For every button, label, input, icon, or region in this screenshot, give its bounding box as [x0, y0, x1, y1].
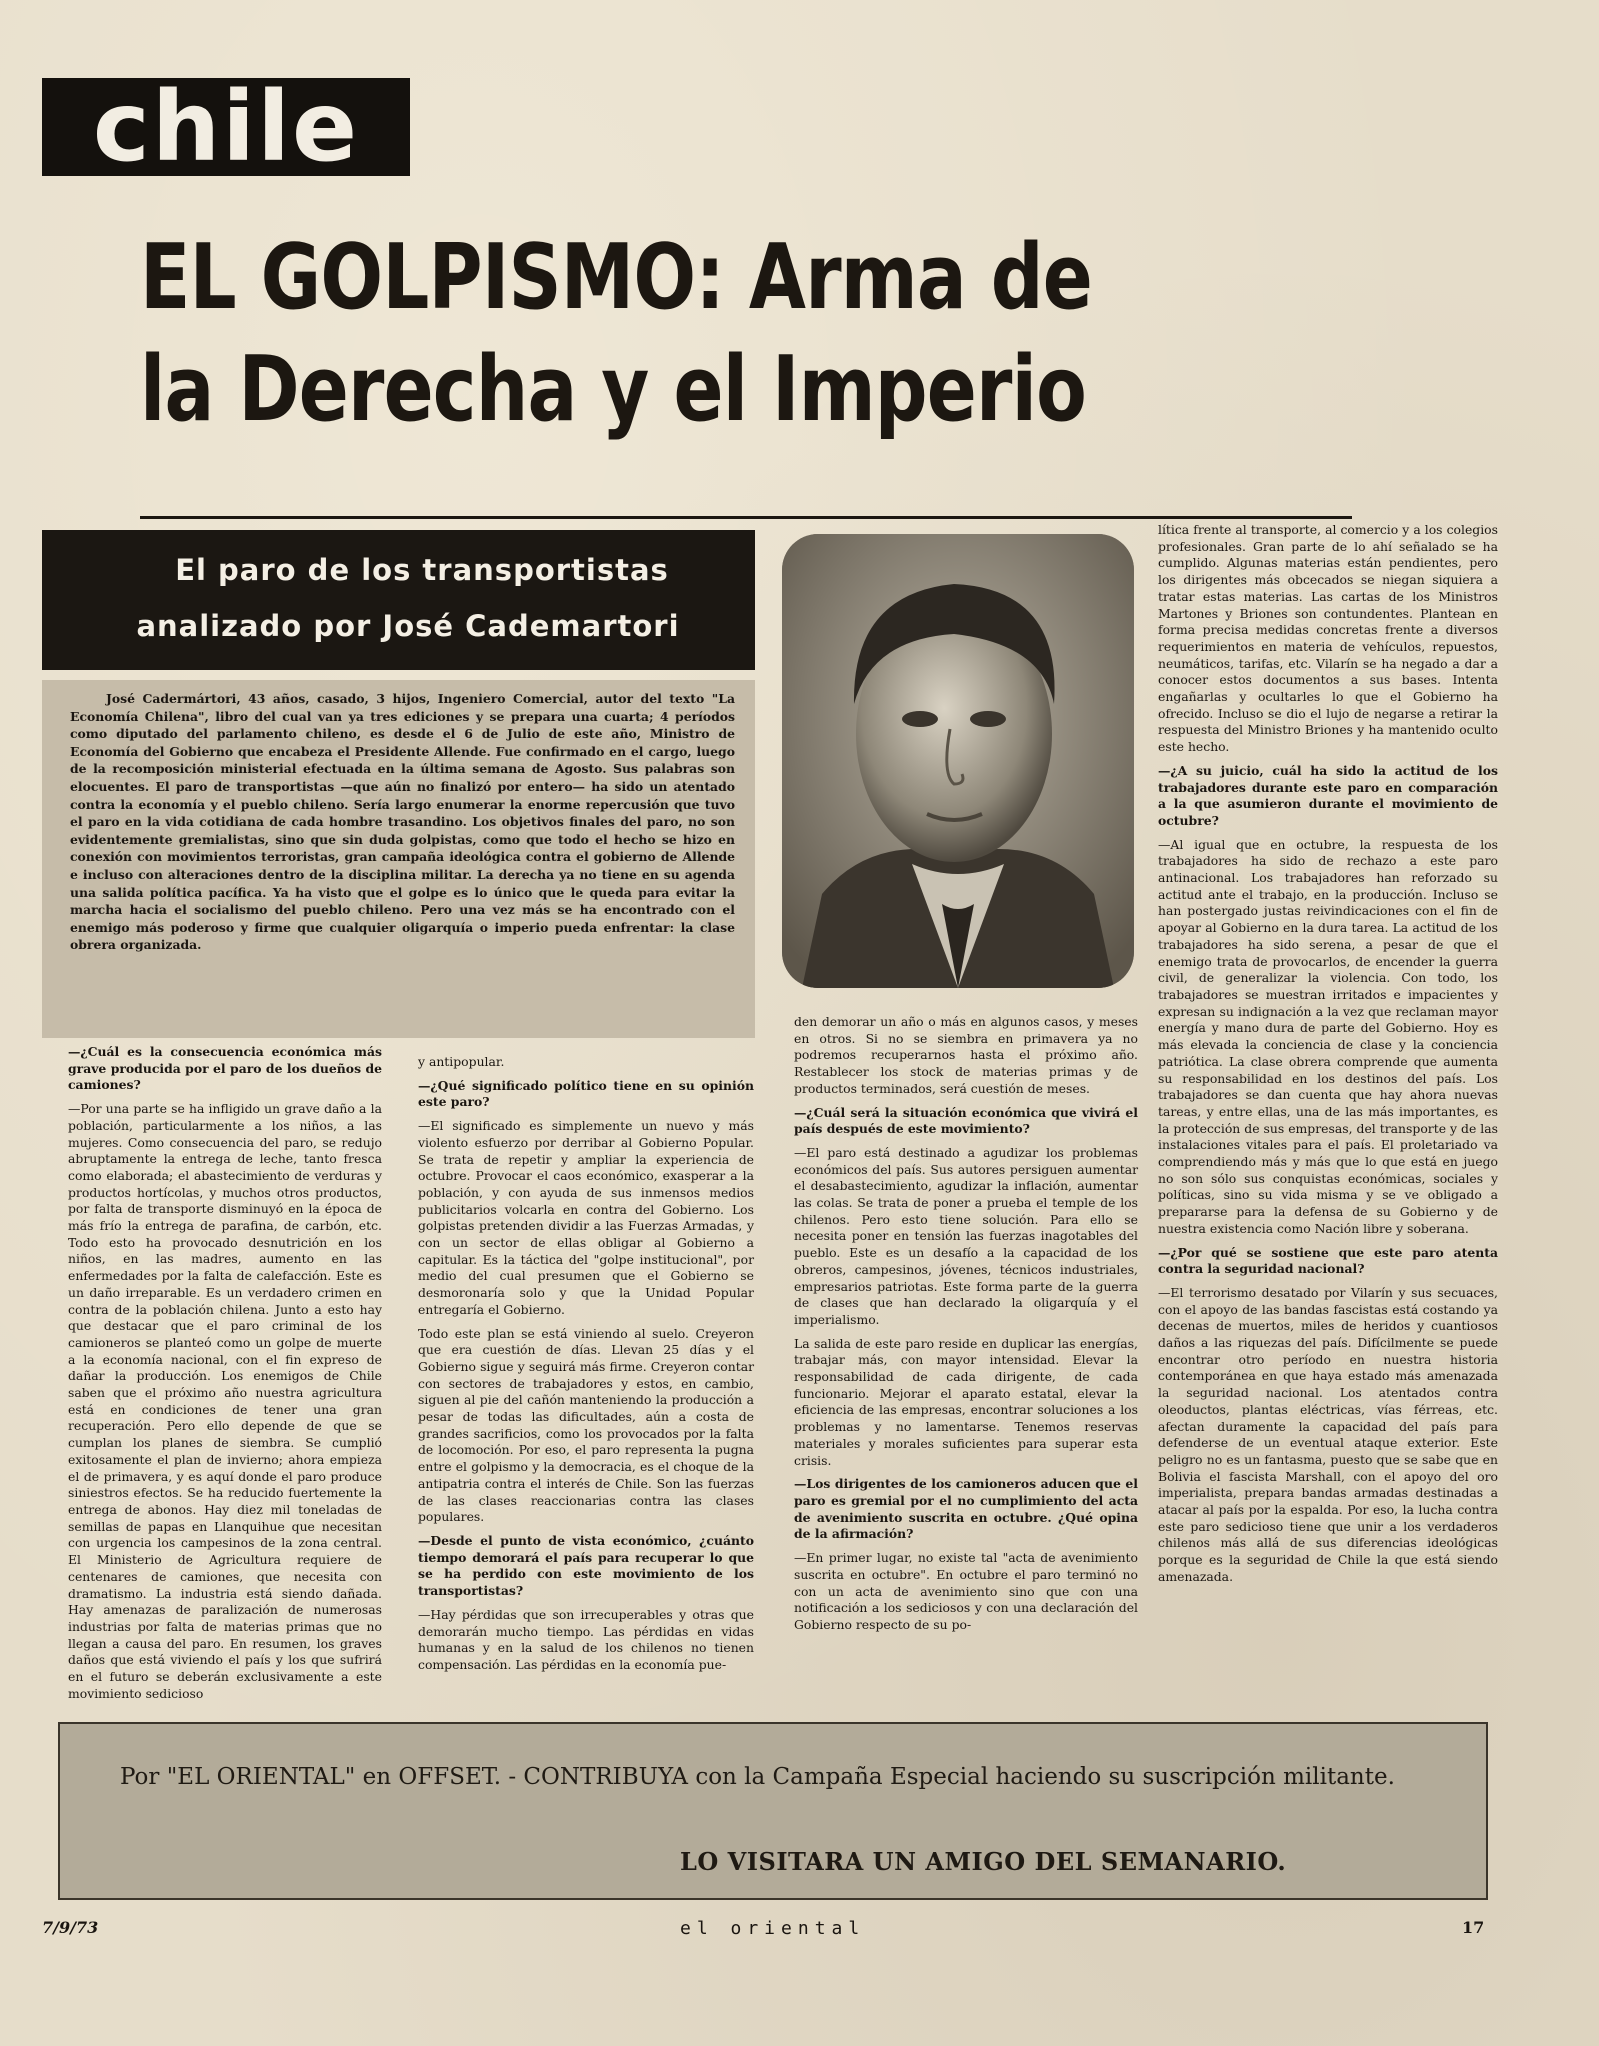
footer-date: 7/9/73	[42, 1918, 99, 1937]
footer-publication: el oriental	[680, 1918, 866, 1939]
subtitle-line-1: El paro de los transportistas	[175, 553, 669, 587]
column-3-continuation: den demorar un año o más en algunos casos, y meses en otros. Si no se siembra en primavera ya no podremos recuperarnos hasta el próximo año. Restablecer los stock de materias primas y de productos terminados, será cuestión de meses.	[794, 1014, 1138, 1096]
headline-line-2: la Derecha y el Imperio	[140, 337, 1086, 442]
answer-1: —Por una parte se ha infligido un grave daño a la población, particularmente a los niños, a las mujeres. Como consecuencia del paro, se redujo abruptamente la entrega de leche, tanto fresca como elaborada; el abastecimiento de verduras y productos hortícolas, y muchos otros productos, por falta de transporte disminuyó en la época de más frío la entrega de parafina, de carbón, etc. Todo esto ha provocado desnutrición en los niños, en las madres, aumento en las enfermedades por la falta de calefacción. Este es un daño irreparable. Es un verdadero crimen en contra de la población chilena. Junto a esto hay que destacar que el paro criminal de los camioneros se planteó como un golpe de muerte a la economía nacional, con el fin expreso de dañar la producción. Los enemigos de Chile saben que el próximo año nuestra agricultura está en condiciones de tener una gran recuperación. Pero ello depende de que se cumplan los planes de siembra. Se cumplió exitosamente el plan de invierno; ahora empieza el de primavera, y es aquí donde el paro produce siniestros efectos. Se ha reducido fuertemente la entrega de abonos. Hay diez mil toneladas de semillas de papas en Llanquihue que necesitan con urgencia los campesinos de la zona central. El Ministerio de Agricultura requiere de centenares de camiones, que necesita con dramatismo. La industria está siendo dañada. Hay amenazas de paralización de numerosas industrias por falta de materias primas que no llegan a causa del paro. En resumen, los graves daños que está viviendo el país y los que sufrirá en el futuro se deberán exclusivamente a este movimiento sedicioso	[68, 1101, 382, 1701]
answer-4-cont: La salida de este paro reside en duplicar las energías, trabajar más, con mayor intensidad. Elevar la responsabilidad de cada dirigente, de cada funcionario. Mejorar el aparato estatal, elevar la eficiencia de las empresas, encontrar soluciones a los problemas y no lamentarse. Tenemos reservas materiales y morales suficientes para superar esta crisis.	[794, 1335, 1138, 1468]
question-2: —¿Qué significado político tiene en su opinión este paro?	[418, 1077, 754, 1110]
question-1: —¿Cuál es la consecuencia económica más grave producida por el paro de los dueños de camiones?	[68, 1044, 382, 1093]
subtitle-box	[42, 530, 755, 670]
question-7: —¿Por qué se sostiene que este paro atenta contra la seguridad nacional?	[1158, 1244, 1498, 1277]
answer-2-cont: Todo este plan se está viniendo al suelo. Creyeron que era cuestión de días. Llevan 25 días y el Gobierno sigue y seguirá más firme. Creyeron contar con sectores de trabajadores y estos, en cambio, siguen al pie del cañón manteniendo la producción a pesar de todas las dificultades, aún a costa de grandes sacrificios, como los provocados por la falta de locomoción. Por eso, el paro representa la pugna entre el golpismo y la democracia, es el choque de la antipatria contra el interés de Chile. Son las fuerzas de las clases reaccionarias contra las clases populares.	[418, 1325, 754, 1525]
answer-4: —El paro está destinado a agudizar los problemas económicos del país. Sus autores persiguen aumentar el desabastecimiento, agudizar la inflación, aumentar las colas. Se trata de poner a prueba el temple de los chilenos. Pero esto tiene solución. Para ello se necesita poner en tensión las fuerzas inagotables del pueblo. Este es un desafío a la capacidad de los obreros, campesinos, jóvenes, técnicos industriales, empresarios patriotas. Este forma parte de la guerra de clases que han declarado la oligarquía y el imperialismo.	[794, 1144, 1138, 1327]
article-column-1	[68, 1044, 382, 1709]
question-6: —¿A su juicio, cuál ha sido la actitud de los trabajadores durante este paro en comparación a la que asumieron durante el movimiento de octubre?	[1158, 762, 1498, 828]
answer-6: —Al igual que en octubre, la respuesta de los trabajadores ha sido de rechazo a este paro antinacional. Los trabajadores han reforzado su actitud ante el trabajo, en la producción. Incluso se han postergado justas reivindicaciones con el fin de apoyar al Gobierno en la dura tarea. La actitud de los trabajadores ha sido serena, a pesar de que el enemigo trata de provocarlos, de encender la guerra civil, de generalizar la violencia. Con todo, los trabajadores se muestran irritados e impacientes y expresan su indignación a la vez que reclaman mayor energía y mano dura de parte del Gobierno. Hoy es más elevada la conciencia de clase y la conciencia patriótica. La clase obrera comprende que aumenta su responsabilidad en los destinos del país. Los trabajadores se dan cuenta que hay ahora nuevas tareas, y entre ellas, una de las más importantes, es la protección de sus empresas, del transporte y de las instalaciones vitales para el país. El proletariado va comprendiendo más y más que lo que está en juego no son sólo sus conquistas económicas, sociales y políticas, sino su vida misma y se ve obligado a prepararse para la defensa de su Gobierno y de nuestra existencia como Nación libre y soberana.	[1158, 836, 1498, 1236]
article-column-4	[1158, 522, 1498, 1593]
subtitle-line-2: analizado por José Cademartori	[136, 609, 680, 643]
column-2-continuation: y antipopular.	[418, 1054, 505, 1069]
headline	[140, 222, 1149, 446]
answer-3: —Hay pérdidas que son irrecuperables y otras que demorarán mucho tiempo. Las pérdidas en vidas humanas y en la salud de los chilenos no tienen compensación. Las pérdidas en la economía pue-	[418, 1606, 754, 1672]
portrait-image	[782, 534, 1134, 988]
subscription-banner	[58, 1722, 1488, 1900]
answer-7: —El terrorismo desatado por Vilarín y sus secuaces, con el apoyo de las bandas fascistas está costando ya decenas de muertos, miles de heridos y cuantiosos daños a las riquezas del país. Difícilmente se puede encontrar otro período en nuestra historia contemporánea en que haya estado más amenazada la seguridad nacional. Los atentados contra oleoductos, plantas eléctricas, vías férreas, etc. afectan duramente la capacidad del país para defenderse de un eventual ataque exterior. Este peligro no es un fantasma, puesto que se sabe que en Bolivia el fascista Marshall, con el apoyo del oro imperialista, prepara bandas armadas destinadas a atacar al país por la espalda. Por eso, la lucha contra este paro sedicioso tiene que unir a los verdaderos chilenos más allá de sus diferencias ideológicas porque es la seguridad de Chile la que está siendo amenazada.	[1158, 1284, 1498, 1584]
article-column-2	[418, 1054, 754, 1681]
headline-line-1: EL GOLPISMO: Arma de	[140, 225, 1092, 330]
headline-divider	[140, 516, 1352, 519]
banner-text: Por "EL ORIENTAL" en OFFSET. - CONTRIBUYA con la Campaña Especial haciendo su suscripción militante.	[120, 1764, 1395, 1790]
intro-paragraph: José Cadermártori, 43 años, casado, 3 hijos, Ingeniero Comercial, autor del texto "La Economía Chilena", libro del cual van ya tres ediciones y se prepara una cuarta; 4 períodos como diputado del parlamento chileno, es desde el 6 de Julio de este año, Ministro de Economía del Gobierno que encabeza el Presidente Allende. Fue confirmado en el cargo, luego de la recomposición ministerial efectuada en la última semana de Agosto. Sus palabras son elocuentes. El paro de transportistas —que aún no finalizó por entero— ha sido un atentado contra la economía y el pueblo chileno. Sería largo enumerar la enorme repercusión que tuvo el paro en la vida cotidiana de cada hombre trasandino. Los objetivos finales del paro, no son evidentemente gremialistas, sino que sin duda golpistas, como que todo el hecho se hizo en conexión con movimientos terroristas, gran campaña ideológica contra el gobierno de Allende e incluso con alteraciones dentro de la disciplina militar. La derecha ya no tiene en su agenda una salida política pacífica. Ya ha visto que el golpe es lo único que le queda para evitar la marcha hacia el socialismo del pueblo chileno. Pero una vez más se ha encontrado con el enemigo más poderoso y firme que cualquier oligarquía o imperio pueda enfrentar: la clase obrera organizada.	[42, 680, 755, 1038]
banner-tagline: LO VISITARA UN AMIGO DEL SEMANARIO.	[680, 1847, 1287, 1876]
question-4: —¿Cuál será la situación económica que vivirá el país después de este movimiento?	[794, 1104, 1138, 1137]
page-number: 17	[1462, 1918, 1485, 1937]
column-4-continuation: lítica frente al transporte, al comercio y a los colegios profesionales. Gran parte de lo ahí señalado se ha cumplido. Algunas materias están pendientes, pero los dirigentes más obcecados se niegan siquiera a tratar estas materias. Las cartas de los Ministros Martones y Briones son contundentes. Plantean en forma precisa medidas concretas frente a diversos requerimientos en materia de vehículos, repuestos, neumáticos, tarifas, etc. Vilarín se ha negado a dar a conocer estos documentos a sus bases. Intenta engañarlas y ocultarles lo que el Gobierno ha ofrecido. Incluso se dio el lujo de negarse a retirar la respuesta del Ministro Briones y ha mantenido oculto este hecho.	[1158, 522, 1498, 755]
portrait-photo	[782, 534, 1134, 988]
answer-5: —En primer lugar, no existe tal "acta de avenimiento suscrita en octubre". En octubre el paro terminó no con un acta de avenimiento sino que con una notificación a los sediciosos y con una declaración del Gobierno respecto de su po-	[794, 1550, 1138, 1632]
answer-2: —El significado es simplemente un nuevo y más violento esfuerzo por derribar al Gobierno Popular. Se trata de repetir y ampliar la experiencia de octubre. Provocar el caos económico, exasperar a la población, y con ayuda de sus inmensos medios publicitarios volcarla en contra del Gobierno. Los golpistas pretenden dividir a las Fuerzas Armadas, y con un sector de ellas obligar al Gobierno a capitular. Es la táctica del "golpe institucional", por medio del cual presumen que el Gobierno se desmoronaría solo y que la Unidad Popular entregaría el Gobierno.	[418, 1118, 754, 1317]
section-label: chile	[42, 78, 410, 176]
article-column-3	[794, 1014, 1138, 1641]
question-5: —Los dirigentes de los camioneros aducen que el paro es gremial por el no cumplimiento del acta de avenimiento suscrita en octubre. ¿Qué opina de la afirmación?	[794, 1476, 1138, 1542]
question-3: —Desde el punto de vista económico, ¿cuánto tiempo demorará el país para recuperar lo que se ha perdido con este movimiento de los transportistas?	[418, 1532, 754, 1599]
